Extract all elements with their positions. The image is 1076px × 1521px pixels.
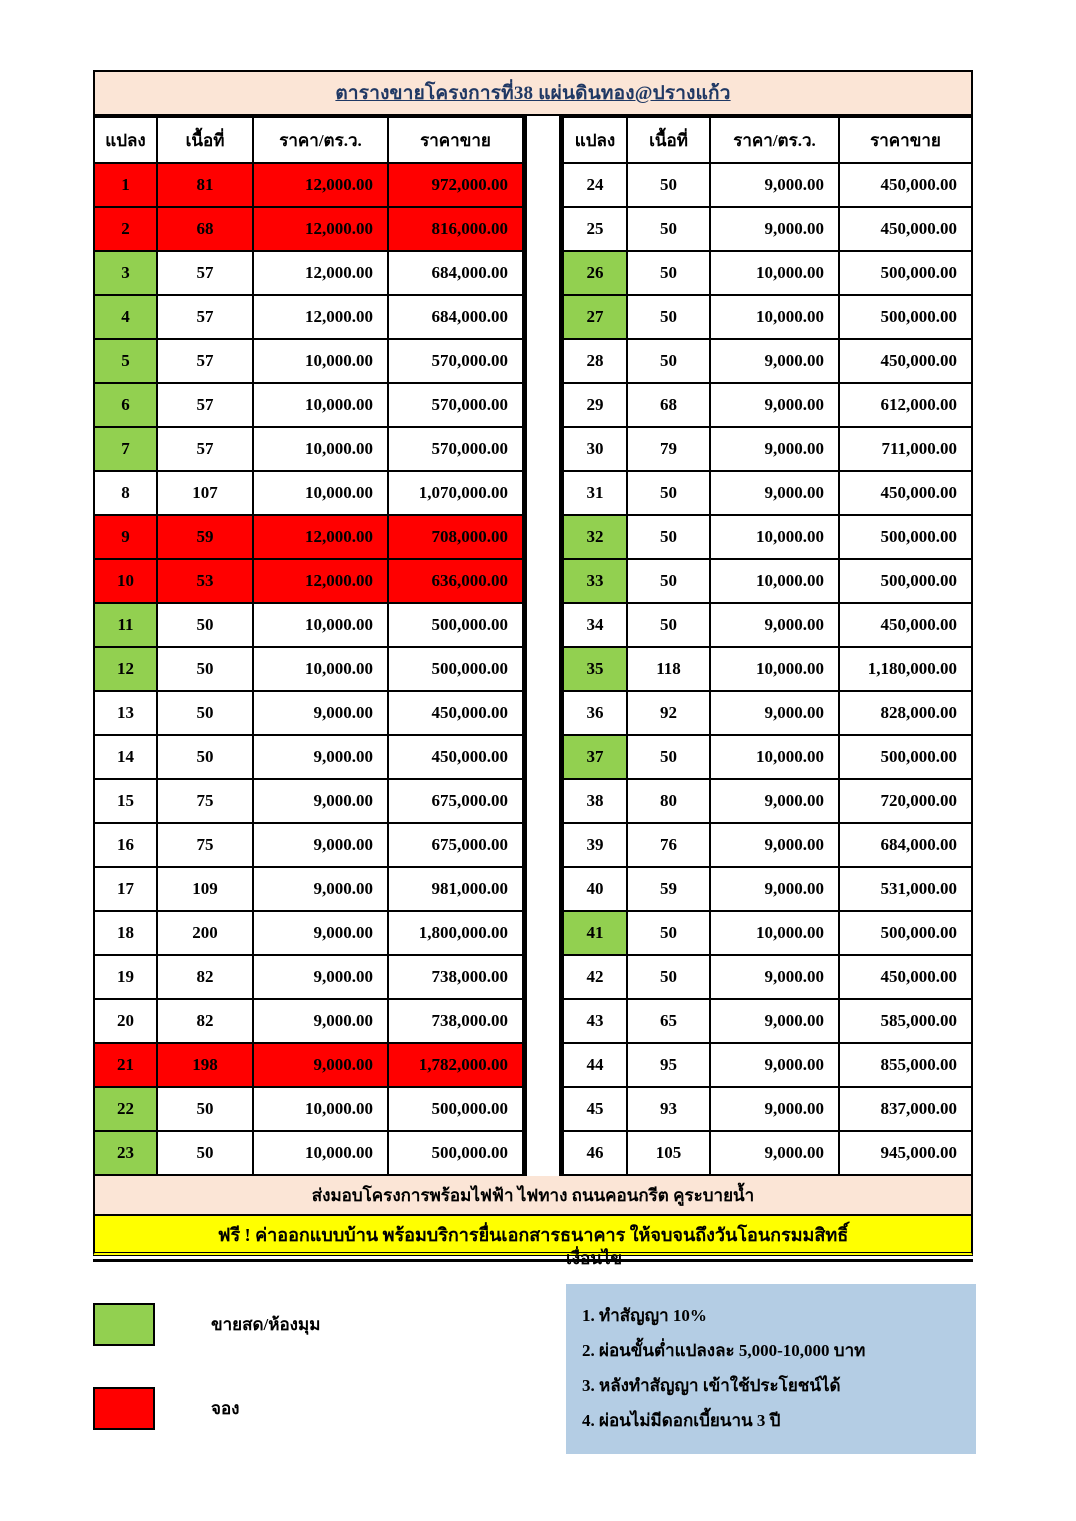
table-row <box>563 559 972 603</box>
cell-rate-per-sqwa: 9,000.00 <box>253 999 388 1043</box>
cell-plot-number: 24 <box>563 163 627 207</box>
table-row <box>94 955 523 999</box>
cell-rate-per-sqwa: 9,000.00 <box>710 207 839 251</box>
cell-sale-price: 531,000.00 <box>839 867 972 911</box>
cell-rate-per-sqwa: 10,000.00 <box>710 251 839 295</box>
cell-area: 59 <box>627 867 710 911</box>
table-row <box>94 1131 523 1175</box>
status-legend <box>93 1282 523 1450</box>
cell-area: 109 <box>157 867 253 911</box>
table-row <box>94 779 523 823</box>
cell-area: 92 <box>627 691 710 735</box>
table-row <box>94 295 523 339</box>
cell-rate-per-sqwa: 9,000.00 <box>253 1043 388 1087</box>
cell-rate-per-sqwa: 9,000.00 <box>710 339 839 383</box>
cell-sale-price: 855,000.00 <box>839 1043 972 1087</box>
column-header-plot: แปลง <box>563 117 627 163</box>
cell-area: 53 <box>157 559 253 603</box>
cell-rate-per-sqwa: 10,000.00 <box>253 339 388 383</box>
table-row <box>94 1087 523 1131</box>
green-swatch-icon <box>93 1303 155 1346</box>
cell-area: 50 <box>627 251 710 295</box>
table-row <box>563 1087 972 1131</box>
cell-plot-number: 22 <box>94 1087 157 1131</box>
cell-sale-price: 450,000.00 <box>839 339 972 383</box>
cell-rate-per-sqwa: 10,000.00 <box>253 427 388 471</box>
cell-sale-price: 945,000.00 <box>839 1131 972 1175</box>
condition-item: 2. ผ่อนขั้นต่ำแปลงละ 5,000-10,000 บาท <box>582 1341 866 1360</box>
plot-table-right <box>562 116 973 1176</box>
cell-area: 79 <box>627 427 710 471</box>
cell-plot-number: 19 <box>94 955 157 999</box>
legend-item-cash <box>93 1282 523 1366</box>
cell-area: 50 <box>627 911 710 955</box>
cell-rate-per-sqwa: 10,000.00 <box>253 1131 388 1175</box>
cell-area: 95 <box>627 1043 710 1087</box>
cell-sale-price: 720,000.00 <box>839 779 972 823</box>
cell-area: 57 <box>157 427 253 471</box>
cell-sale-price: 450,000.00 <box>839 955 972 999</box>
table-row <box>563 471 972 515</box>
table-row <box>563 955 972 999</box>
cell-rate-per-sqwa: 9,000.00 <box>710 163 839 207</box>
table-row <box>94 383 523 427</box>
cell-plot-number: 18 <box>94 911 157 955</box>
cell-area: 57 <box>157 295 253 339</box>
table-row <box>563 867 972 911</box>
cell-area: 59 <box>157 515 253 559</box>
conditions-panel <box>566 1245 976 1454</box>
cell-area: 50 <box>157 735 253 779</box>
cell-plot-number: 6 <box>94 383 157 427</box>
cell-plot-number: 21 <box>94 1043 157 1087</box>
cell-area: 82 <box>157 999 253 1043</box>
plot-price-grid <box>93 116 973 1176</box>
cell-plot-number: 27 <box>563 295 627 339</box>
cell-rate-per-sqwa: 9,000.00 <box>710 779 839 823</box>
cell-rate-per-sqwa: 12,000.00 <box>253 251 388 295</box>
cell-plot-number: 4 <box>94 295 157 339</box>
table-row <box>94 471 523 515</box>
cell-plot-number: 34 <box>563 603 627 647</box>
cell-plot-number: 32 <box>563 515 627 559</box>
cell-plot-number: 39 <box>563 823 627 867</box>
cell-sale-price: 500,000.00 <box>388 1087 523 1131</box>
cell-plot-number: 5 <box>94 339 157 383</box>
table-row <box>94 251 523 295</box>
cell-sale-price: 570,000.00 <box>388 427 523 471</box>
legend-item-reserved <box>93 1366 523 1450</box>
cell-area: 50 <box>157 1087 253 1131</box>
table-row <box>94 1043 523 1087</box>
cell-plot-number: 2 <box>94 207 157 251</box>
cell-area: 198 <box>157 1043 253 1087</box>
cell-plot-number: 15 <box>94 779 157 823</box>
cell-sale-price: 500,000.00 <box>388 1131 523 1175</box>
cell-plot-number: 35 <box>563 647 627 691</box>
cell-rate-per-sqwa: 9,000.00 <box>710 471 839 515</box>
cell-sale-price: 684,000.00 <box>388 251 523 295</box>
cell-rate-per-sqwa: 12,000.00 <box>253 207 388 251</box>
cell-plot-number: 33 <box>563 559 627 603</box>
cell-area: 93 <box>627 1087 710 1131</box>
table-row <box>563 735 972 779</box>
cell-area: 200 <box>157 911 253 955</box>
promotion-text: ฟรี ! ค่าออกแบบบ้าน พร้อมบริการยื่นเอกสารธนาคาร ให้จบจนถึงวันโอนกรมมสิทธิ์ <box>217 1224 849 1245</box>
cell-sale-price: 828,000.00 <box>839 691 972 735</box>
sheet-title-row <box>93 70 973 116</box>
cell-rate-per-sqwa: 10,000.00 <box>710 647 839 691</box>
table-row <box>94 603 523 647</box>
cell-rate-per-sqwa: 9,000.00 <box>710 1087 839 1131</box>
cell-sale-price: 816,000.00 <box>388 207 523 251</box>
cell-sale-price: 500,000.00 <box>388 647 523 691</box>
cell-plot-number: 37 <box>563 735 627 779</box>
cell-rate-per-sqwa: 10,000.00 <box>710 911 839 955</box>
cell-rate-per-sqwa: 9,000.00 <box>253 691 388 735</box>
cell-rate-per-sqwa: 10,000.00 <box>253 383 388 427</box>
cell-sale-price: 500,000.00 <box>839 515 972 559</box>
table-row <box>94 999 523 1043</box>
table-row <box>563 1043 972 1087</box>
cell-sale-price: 450,000.00 <box>839 471 972 515</box>
cell-area: 50 <box>157 1131 253 1175</box>
cell-area: 75 <box>157 779 253 823</box>
table-row <box>563 823 972 867</box>
cell-area: 57 <box>157 339 253 383</box>
table-row <box>563 779 972 823</box>
table-row <box>563 1131 972 1175</box>
cell-plot-number: 14 <box>94 735 157 779</box>
cell-sale-price: 1,070,000.00 <box>388 471 523 515</box>
table-row <box>563 999 972 1043</box>
table-row <box>94 559 523 603</box>
cell-sale-price: 684,000.00 <box>839 823 972 867</box>
cell-plot-number: 17 <box>94 867 157 911</box>
table-row <box>94 427 523 471</box>
cell-sale-price: 450,000.00 <box>388 691 523 735</box>
cell-sale-price: 500,000.00 <box>388 603 523 647</box>
cell-area: 50 <box>157 691 253 735</box>
condition-item: 1. ทำสัญญา 10% <box>582 1306 707 1325</box>
table-row <box>563 427 972 471</box>
cell-plot-number: 7 <box>94 427 157 471</box>
cell-sale-price: 981,000.00 <box>388 867 523 911</box>
cell-rate-per-sqwa: 9,000.00 <box>710 867 839 911</box>
cell-plot-number: 45 <box>563 1087 627 1131</box>
cell-rate-per-sqwa: 10,000.00 <box>710 559 839 603</box>
legend-label-cash: ขายสด/ห้องมุม <box>211 1314 321 1334</box>
column-header-area: เนื้อที่ <box>157 117 253 163</box>
cell-sale-price: 585,000.00 <box>839 999 972 1043</box>
cell-sale-price: 837,000.00 <box>839 1087 972 1131</box>
column-header-rate: ราคา/ตร.ว. <box>253 117 388 163</box>
cell-area: 81 <box>157 163 253 207</box>
cell-rate-per-sqwa: 9,000.00 <box>253 823 388 867</box>
delivery-note-row <box>93 1176 973 1216</box>
cell-rate-per-sqwa: 9,000.00 <box>710 823 839 867</box>
table-row <box>94 163 523 207</box>
table-row <box>94 735 523 779</box>
cell-rate-per-sqwa: 12,000.00 <box>253 559 388 603</box>
cell-plot-number: 36 <box>563 691 627 735</box>
cell-rate-per-sqwa: 10,000.00 <box>710 295 839 339</box>
cell-plot-number: 1 <box>94 163 157 207</box>
cell-rate-per-sqwa: 10,000.00 <box>710 515 839 559</box>
cell-area: 50 <box>627 559 710 603</box>
cell-rate-per-sqwa: 10,000.00 <box>710 735 839 779</box>
table-divider-column <box>524 116 562 1176</box>
table-row <box>563 383 972 427</box>
cell-rate-per-sqwa: 9,000.00 <box>710 427 839 471</box>
cell-plot-number: 13 <box>94 691 157 735</box>
cell-rate-per-sqwa: 10,000.00 <box>253 647 388 691</box>
cell-area: 107 <box>157 471 253 515</box>
price-table-sheet <box>93 70 973 1262</box>
red-swatch-icon <box>93 1387 155 1430</box>
cell-sale-price: 1,782,000.00 <box>388 1043 523 1087</box>
table-row <box>94 911 523 955</box>
condition-item: 3. หลังทำสัญญา เข้าใช้ประโยชน์ได้ <box>582 1376 841 1395</box>
cell-area: 50 <box>627 735 710 779</box>
cell-plot-number: 29 <box>563 383 627 427</box>
cell-sale-price: 500,000.00 <box>839 295 972 339</box>
table-header-row-right <box>563 117 972 163</box>
cell-rate-per-sqwa: 9,000.00 <box>253 911 388 955</box>
cell-area: 50 <box>627 603 710 647</box>
cell-sale-price: 612,000.00 <box>839 383 972 427</box>
plot-table-left <box>93 116 524 1176</box>
column-header-rate: ราคา/ตร.ว. <box>710 117 839 163</box>
table-row <box>94 207 523 251</box>
cell-plot-number: 28 <box>563 339 627 383</box>
cell-area: 75 <box>157 823 253 867</box>
cell-rate-per-sqwa: 9,000.00 <box>710 691 839 735</box>
legend-label-reserved: จอง <box>211 1398 240 1418</box>
cell-sale-price: 500,000.00 <box>839 911 972 955</box>
page-title: ตารางขายโครงการที่38 แผ่นดินทอง@ปรางแก้ว <box>335 83 731 104</box>
cell-plot-number: 41 <box>563 911 627 955</box>
cell-area: 50 <box>157 603 253 647</box>
cell-sale-price: 738,000.00 <box>388 999 523 1043</box>
cell-rate-per-sqwa: 9,000.00 <box>710 955 839 999</box>
cell-sale-price: 570,000.00 <box>388 383 523 427</box>
cell-area: 50 <box>627 339 710 383</box>
cell-sale-price: 636,000.00 <box>388 559 523 603</box>
cell-rate-per-sqwa: 12,000.00 <box>253 295 388 339</box>
cell-plot-number: 16 <box>94 823 157 867</box>
cell-area: 50 <box>627 955 710 999</box>
cell-plot-number: 46 <box>563 1131 627 1175</box>
cell-sale-price: 450,000.00 <box>839 603 972 647</box>
cell-sale-price: 708,000.00 <box>388 515 523 559</box>
table-row <box>563 251 972 295</box>
cell-rate-per-sqwa: 9,000.00 <box>253 955 388 999</box>
cell-sale-price: 450,000.00 <box>839 207 972 251</box>
cell-area: 82 <box>157 955 253 999</box>
cell-area: 76 <box>627 823 710 867</box>
cell-area: 80 <box>627 779 710 823</box>
column-header-price: ราคาขาย <box>839 117 972 163</box>
cell-area: 57 <box>157 383 253 427</box>
column-header-plot: แปลง <box>94 117 157 163</box>
cell-rate-per-sqwa: 9,000.00 <box>710 999 839 1043</box>
cell-plot-number: 10 <box>94 559 157 603</box>
cell-area: 50 <box>627 163 710 207</box>
cell-rate-per-sqwa: 9,000.00 <box>710 383 839 427</box>
cell-plot-number: 26 <box>563 251 627 295</box>
table-row <box>94 823 523 867</box>
cell-area: 50 <box>627 471 710 515</box>
table-row <box>563 603 972 647</box>
cell-sale-price: 738,000.00 <box>388 955 523 999</box>
cell-plot-number: 40 <box>563 867 627 911</box>
table-row <box>563 339 972 383</box>
table-row <box>563 207 972 251</box>
table-row <box>94 867 523 911</box>
cell-area: 50 <box>627 207 710 251</box>
cell-sale-price: 500,000.00 <box>839 735 972 779</box>
cell-sale-price: 500,000.00 <box>839 251 972 295</box>
cell-area: 68 <box>627 383 710 427</box>
cell-rate-per-sqwa: 12,000.00 <box>253 515 388 559</box>
cell-plot-number: 43 <box>563 999 627 1043</box>
cell-rate-per-sqwa: 9,000.00 <box>710 1131 839 1175</box>
cell-sale-price: 1,180,000.00 <box>839 647 972 691</box>
cell-plot-number: 23 <box>94 1131 157 1175</box>
cell-rate-per-sqwa: 9,000.00 <box>253 735 388 779</box>
cell-plot-number: 25 <box>563 207 627 251</box>
table-row <box>563 647 972 691</box>
cell-sale-price: 450,000.00 <box>388 735 523 779</box>
cell-sale-price: 972,000.00 <box>388 163 523 207</box>
table-row <box>563 295 972 339</box>
cell-sale-price: 500,000.00 <box>839 559 972 603</box>
cell-plot-number: 42 <box>563 955 627 999</box>
cell-sale-price: 675,000.00 <box>388 823 523 867</box>
cell-area: 50 <box>627 515 710 559</box>
cell-plot-number: 12 <box>94 647 157 691</box>
table-header-row-left <box>94 117 523 163</box>
cell-sale-price: 684,000.00 <box>388 295 523 339</box>
cell-rate-per-sqwa: 9,000.00 <box>253 867 388 911</box>
cell-rate-per-sqwa: 9,000.00 <box>253 779 388 823</box>
cell-area: 105 <box>627 1131 710 1175</box>
cell-area: 68 <box>157 207 253 251</box>
cell-sale-price: 1,800,000.00 <box>388 911 523 955</box>
conditions-box <box>566 1284 976 1454</box>
table-row <box>94 515 523 559</box>
cell-area: 50 <box>157 647 253 691</box>
cell-plot-number: 11 <box>94 603 157 647</box>
conditions-heading: เงื่อนไข <box>566 1249 623 1268</box>
cell-rate-per-sqwa: 10,000.00 <box>253 471 388 515</box>
cell-rate-per-sqwa: 12,000.00 <box>253 163 388 207</box>
cell-sale-price: 450,000.00 <box>839 163 972 207</box>
cell-sale-price: 675,000.00 <box>388 779 523 823</box>
cell-rate-per-sqwa: 10,000.00 <box>253 603 388 647</box>
cell-sale-price: 570,000.00 <box>388 339 523 383</box>
cell-area: 65 <box>627 999 710 1043</box>
cell-plot-number: 8 <box>94 471 157 515</box>
table-row <box>563 515 972 559</box>
table-row <box>94 691 523 735</box>
table-row <box>563 163 972 207</box>
cell-plot-number: 38 <box>563 779 627 823</box>
table-row <box>563 691 972 735</box>
cell-plot-number: 30 <box>563 427 627 471</box>
cell-area: 57 <box>157 251 253 295</box>
delivery-note-text: ส่งมอบโครงการพร้อมไฟฟ้า ไฟทาง ถนนคอนกรีต คูระบายน้ำ <box>311 1185 755 1205</box>
cell-plot-number: 44 <box>563 1043 627 1087</box>
column-header-area: เนื้อที่ <box>627 117 710 163</box>
table-row <box>563 911 972 955</box>
table-row <box>94 647 523 691</box>
cell-sale-price: 711,000.00 <box>839 427 972 471</box>
cell-plot-number: 3 <box>94 251 157 295</box>
condition-item: 4. ผ่อนไม่มีดอกเบี้ยนาน 3 ปี <box>582 1411 781 1430</box>
cell-plot-number: 9 <box>94 515 157 559</box>
cell-rate-per-sqwa: 10,000.00 <box>253 1087 388 1131</box>
column-header-price: ราคาขาย <box>388 117 523 163</box>
cell-area: 50 <box>627 295 710 339</box>
cell-plot-number: 20 <box>94 999 157 1043</box>
cell-rate-per-sqwa: 9,000.00 <box>710 603 839 647</box>
cell-area: 118 <box>627 647 710 691</box>
cell-rate-per-sqwa: 9,000.00 <box>710 1043 839 1087</box>
cell-plot-number: 31 <box>563 471 627 515</box>
table-row <box>94 339 523 383</box>
